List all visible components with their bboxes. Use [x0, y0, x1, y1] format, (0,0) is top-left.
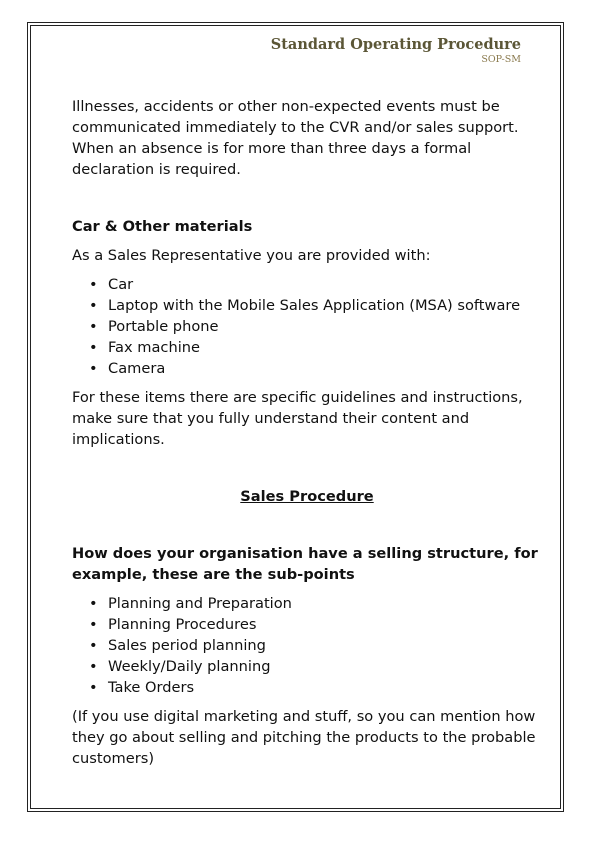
document-header [271, 36, 521, 66]
list-item [89, 316, 542, 337]
list-item-text: Fax machine [108, 339, 200, 356]
header-code: SOP-SM [481, 54, 521, 65]
bullet-icon: • [89, 637, 98, 654]
sales-structure-question: How does your organisation have a selling structure, for example, these are the sub-points [72, 545, 538, 583]
bullet-icon: • [89, 616, 98, 633]
list-item-text: Weekly/Daily planning [108, 658, 271, 675]
list-item [89, 295, 542, 316]
list-item-text: Portable phone [108, 318, 219, 335]
list-item [89, 677, 542, 698]
car-section-closing: For these items there are specific guidelines and instructions, make sure that you fully understand their content and implications. [72, 389, 523, 448]
bullet-icon: • [89, 595, 98, 612]
list-item-text: Planning and Preparation [108, 595, 292, 612]
bullet-icon: • [89, 360, 98, 377]
car-section-heading: Car & Other materials [72, 218, 253, 235]
list-item-text: Sales period planning [108, 637, 266, 654]
bullet-icon: • [89, 679, 98, 696]
car-materials-list [72, 274, 542, 379]
list-item [89, 593, 542, 614]
list-item [89, 358, 542, 379]
list-item [89, 656, 542, 677]
list-item-text: Planning Procedures [108, 616, 257, 633]
sales-subpoints-list [72, 593, 542, 698]
list-item [89, 614, 542, 635]
list-item-text: Laptop with the Mobile Sales Application (MSA) software [108, 297, 521, 314]
bullet-icon: • [89, 276, 98, 293]
sales-procedure-title: Sales Procedure [240, 488, 374, 505]
bullet-icon: • [89, 318, 98, 335]
list-item [89, 274, 542, 295]
bullet-icon: • [89, 297, 98, 314]
list-item [89, 337, 542, 358]
list-item-text: Take Orders [108, 679, 195, 696]
header-title: Standard Operating Procedure [270, 36, 521, 53]
bullet-icon: • [89, 339, 98, 356]
list-item-text: Car [108, 276, 134, 293]
document-body [72, 96, 542, 769]
intro-paragraph: Illnesses, accidents or other non-expected events must be communicated immediately to the CVR and/or sales support. When an absence is for more than three days a formal declaration is required. [72, 98, 519, 178]
bullet-icon: • [89, 658, 98, 675]
list-item-text: Camera [108, 360, 166, 377]
list-item [89, 635, 542, 656]
car-section-lead: As a Sales Representative you are provided with: [72, 247, 431, 264]
sales-note: (If you use digital marketing and stuff, so you can mention how they go about selling and pitching the products to the probable customers) [72, 708, 536, 767]
